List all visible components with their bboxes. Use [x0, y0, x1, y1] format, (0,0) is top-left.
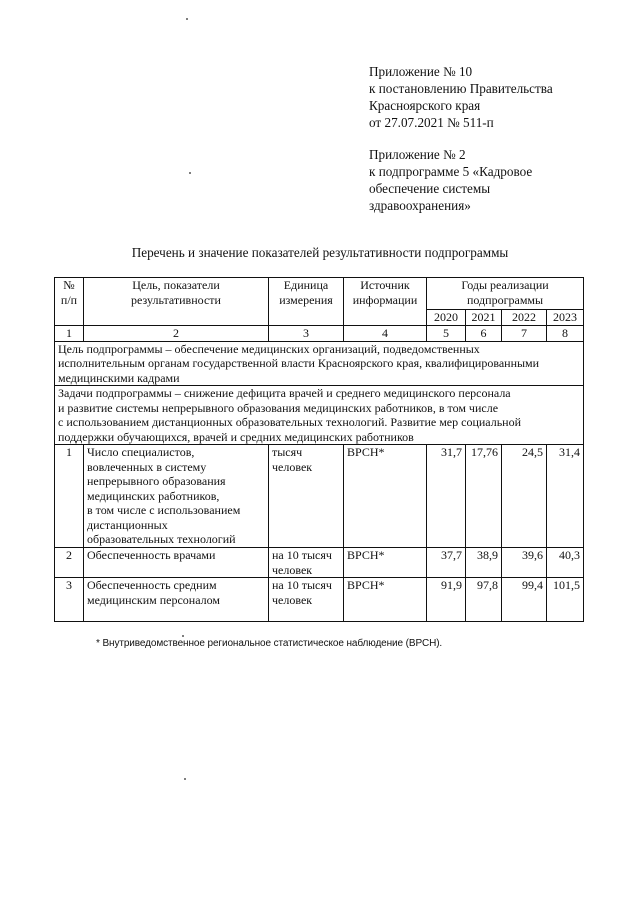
- row-name-line: Число специалистов,: [87, 445, 195, 459]
- row-value-2022: 24,5: [502, 445, 547, 548]
- row-name-line: Обеспеченность врачами: [87, 548, 216, 562]
- tasks-line: поддержки обучающихся, врачей и средних медицинских работников: [58, 429, 414, 444]
- header-unit: [269, 278, 344, 326]
- row-unit-line: человек: [272, 592, 313, 607]
- row-unit: [269, 548, 344, 578]
- header-years-group: [427, 278, 584, 310]
- attachment-10-line: Приложение № 10: [369, 64, 473, 79]
- attachment-2-line: здравоохранения»: [369, 198, 471, 213]
- col-number: 1: [55, 326, 84, 342]
- row-value-2021: 38,9: [466, 548, 502, 578]
- row-num: 1: [55, 445, 84, 548]
- row-value-2021: 97,8: [466, 578, 502, 622]
- header-text: Источник: [360, 278, 410, 292]
- attachment-10-line: от 27.07.2021 № 511-п: [369, 115, 494, 130]
- row-name-line: Обеспеченность средним: [87, 578, 217, 592]
- goal-line: Цель подпрограммы – обеспечение медицинских организаций, подведомственных: [58, 341, 480, 356]
- header-num: [55, 278, 84, 326]
- tasks-line: и развитие системы непрерывного образования медицинских работников, в том числе: [58, 400, 499, 415]
- row-source: ВРСН*: [344, 578, 427, 622]
- attachment-2-line: Приложение № 2: [369, 147, 466, 162]
- tasks-row: [55, 386, 584, 445]
- row-name-line: вовлеченных в систему: [87, 459, 207, 474]
- row-name-line: непрерывного образования: [87, 474, 226, 488]
- tasks-line: Задачи подпрограммы – снижение дефицита врачей и среднего медицинского персонала: [58, 386, 511, 400]
- column-numbers-row: [55, 326, 584, 342]
- row-value-2022: 99,4: [502, 578, 547, 622]
- goal-cell: [55, 341, 584, 386]
- row-value-2020: 37,7: [427, 548, 466, 578]
- row-name-line: образовательных технологий: [87, 532, 236, 546]
- attachment-2-line: обеспечение системы: [369, 181, 491, 196]
- year-cell: 2023: [547, 310, 584, 326]
- header-row: [55, 278, 584, 310]
- year-cell: 2020: [427, 310, 466, 326]
- row-unit-line: на 10 тысяч: [272, 548, 332, 562]
- row-name-line: медицинским персоналом: [87, 592, 221, 607]
- header-text: Годы реализации: [461, 278, 549, 292]
- row-value-2023: 101,5: [547, 578, 584, 622]
- scan-speck: [189, 172, 191, 174]
- row-value-2020: 91,9: [427, 578, 466, 622]
- col-number: 3: [269, 326, 344, 342]
- scan-speck: [184, 778, 186, 780]
- col-number: 7: [502, 326, 547, 342]
- attachment-10-block: [369, 63, 553, 131]
- row-value-2023: 31,4: [547, 445, 584, 548]
- row-name: [84, 578, 269, 622]
- row-value-2023: 40,3: [547, 548, 584, 578]
- row-unit-line: тысяч: [272, 445, 303, 459]
- goal-line: медицинскими кадрами: [58, 370, 180, 385]
- attachment-2-line: к подпрограмме 5 «Кадровое: [369, 164, 533, 179]
- goal-row: [55, 341, 584, 386]
- indicators-table: [54, 277, 584, 622]
- row-name: [84, 548, 269, 578]
- header-text: Цель, показатели: [132, 278, 220, 292]
- table-row: [55, 578, 584, 622]
- row-unit-line: человек: [272, 562, 313, 577]
- table-row: [55, 548, 584, 578]
- col-number: 4: [344, 326, 427, 342]
- scan-speck: [186, 18, 188, 20]
- goal-line: исполнительным органам государственной власти Красноярского края, квалифицированными: [58, 356, 540, 370]
- col-number: 8: [547, 326, 584, 342]
- header-text: Единица: [283, 278, 329, 292]
- scan-speck: [182, 635, 184, 637]
- header-text: информации: [352, 292, 418, 307]
- row-name-line: в том числе с использованием: [87, 503, 241, 517]
- header-text: результативности: [131, 292, 221, 307]
- col-number: 6: [466, 326, 502, 342]
- header-text: измерения: [279, 292, 333, 307]
- row-unit: [269, 445, 344, 548]
- row-num: 3: [55, 578, 84, 622]
- row-source: ВРСН*: [344, 445, 427, 548]
- document-title: Перечень и значение показателей результативности подпрограммы: [131, 245, 509, 260]
- header-goal: [84, 278, 269, 326]
- row-num: 2: [55, 548, 84, 578]
- footnote: * Внутриведомственное региональное статистическое наблюдение (ВРСН).: [96, 638, 443, 649]
- row-unit-line: человек: [272, 459, 313, 474]
- row-name-line: дистанционных: [87, 517, 168, 532]
- header-source: [344, 278, 427, 326]
- row-source: ВРСН*: [344, 548, 427, 578]
- header-text: №: [63, 278, 75, 292]
- col-number: 2: [84, 326, 269, 342]
- attachment-10-line: к постановлению Правительства: [369, 81, 553, 96]
- attachment-2-block: [369, 146, 532, 214]
- year-cell: 2022: [502, 310, 547, 326]
- row-name-line: медицинских работников,: [87, 488, 220, 503]
- row-unit: [269, 578, 344, 622]
- row-value-2021: 17,76: [466, 445, 502, 548]
- col-number: 5: [427, 326, 466, 342]
- tasks-line: с использованием дистанционных образовательных технологий. Развитие мер социальной: [58, 415, 522, 429]
- table-row: [55, 445, 584, 548]
- tasks-cell: [55, 386, 584, 445]
- attachment-10-line: Красноярского края: [369, 98, 481, 113]
- row-unit-line: на 10 тысяч: [272, 578, 332, 592]
- year-cell: 2021: [466, 310, 502, 326]
- row-value-2022: 39,6: [502, 548, 547, 578]
- row-name: [84, 445, 269, 548]
- header-text: подпрограммы: [466, 292, 544, 307]
- header-text: п/п: [60, 292, 78, 307]
- row-value-2020: 31,7: [427, 445, 466, 548]
